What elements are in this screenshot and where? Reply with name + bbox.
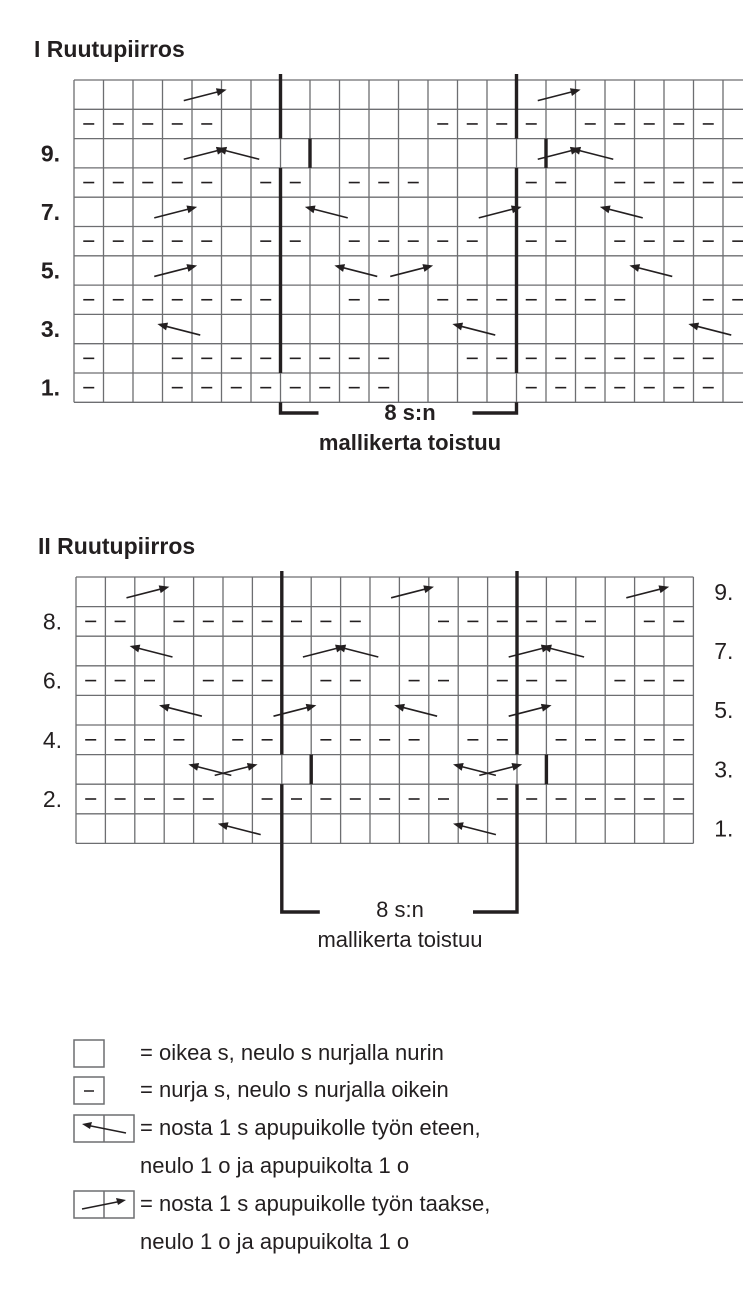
cross-front-arrow-icon	[335, 645, 378, 657]
row-label: 4.	[42, 726, 62, 753]
row-label: 2.	[42, 786, 62, 812]
chart-2-repeat-count: 8 s:n	[376, 897, 424, 922]
cross-front-arrow-icon	[159, 704, 202, 716]
cross-front-arrow-icon	[218, 822, 261, 834]
chart-2-title: II Ruutupiirros	[38, 533, 196, 559]
row-label: 1.	[714, 815, 734, 842]
cross-back-arrow-icon	[72, 1189, 138, 1221]
cross-back-arrow-icon	[127, 585, 170, 597]
chart-2-repeat-caption	[250, 895, 550, 955]
legend-text-knit: = oikea s, neulo s nurjalla nurin	[140, 1040, 444, 1065]
cross-back-arrow-icon	[215, 763, 258, 775]
row-label: 7.	[714, 638, 734, 664]
legend-text-purl: = nurja s, neulo s nurjalla oikein	[140, 1077, 449, 1102]
knit-symbol-icon	[72, 1038, 108, 1070]
chart-1-repeat-text: mallikerta toistuu	[318, 430, 502, 455]
cross-back-arrow-icon	[479, 763, 522, 775]
row-label: 3.	[40, 316, 60, 343]
row-label: 7.	[40, 198, 60, 225]
purl-symbol-icon	[72, 1075, 108, 1107]
cross-back-arrow-icon	[274, 704, 317, 716]
row-label: 9.	[40, 140, 60, 167]
cross-back-arrow-icon	[626, 585, 669, 597]
cross-front-arrow-icon	[541, 645, 584, 657]
legend-text-cross-back-1: = nosta 1 s apupuikolle työn taakse,	[140, 1191, 491, 1216]
legend-text-cross-back-2: neulo 1 o ja apupuikolta 1 o	[140, 1229, 410, 1254]
cross-back-arrow-icon	[509, 704, 552, 716]
chart-1-title: I Ruutupiirros	[34, 36, 185, 62]
cross-back-arrow-icon	[391, 585, 434, 597]
row-label: 1.	[40, 374, 60, 401]
row-label: 6.	[42, 667, 62, 694]
cross-front-arrow-icon	[130, 645, 173, 657]
cross-front-arrow-icon	[453, 822, 496, 834]
chart-2-repeat-text: mallikerta toistuu	[317, 927, 483, 952]
cross-front-arrow-icon	[394, 704, 437, 716]
row-label: 8.	[42, 608, 62, 635]
row-label: 5.	[714, 697, 734, 724]
legend-text-cross-front-2: neulo 1 o ja apupuikolta 1 o	[140, 1153, 410, 1178]
chart-1-repeat-count: 8 s:n	[384, 400, 436, 425]
cross-front-arrow-icon	[72, 1113, 138, 1145]
legend-text-cross-front-1: = nosta 1 s apupuikolle työn eteen,	[140, 1115, 481, 1140]
row-label: 3.	[714, 756, 734, 783]
row-label: 5.	[40, 257, 60, 284]
row-label: 9.	[714, 578, 734, 605]
